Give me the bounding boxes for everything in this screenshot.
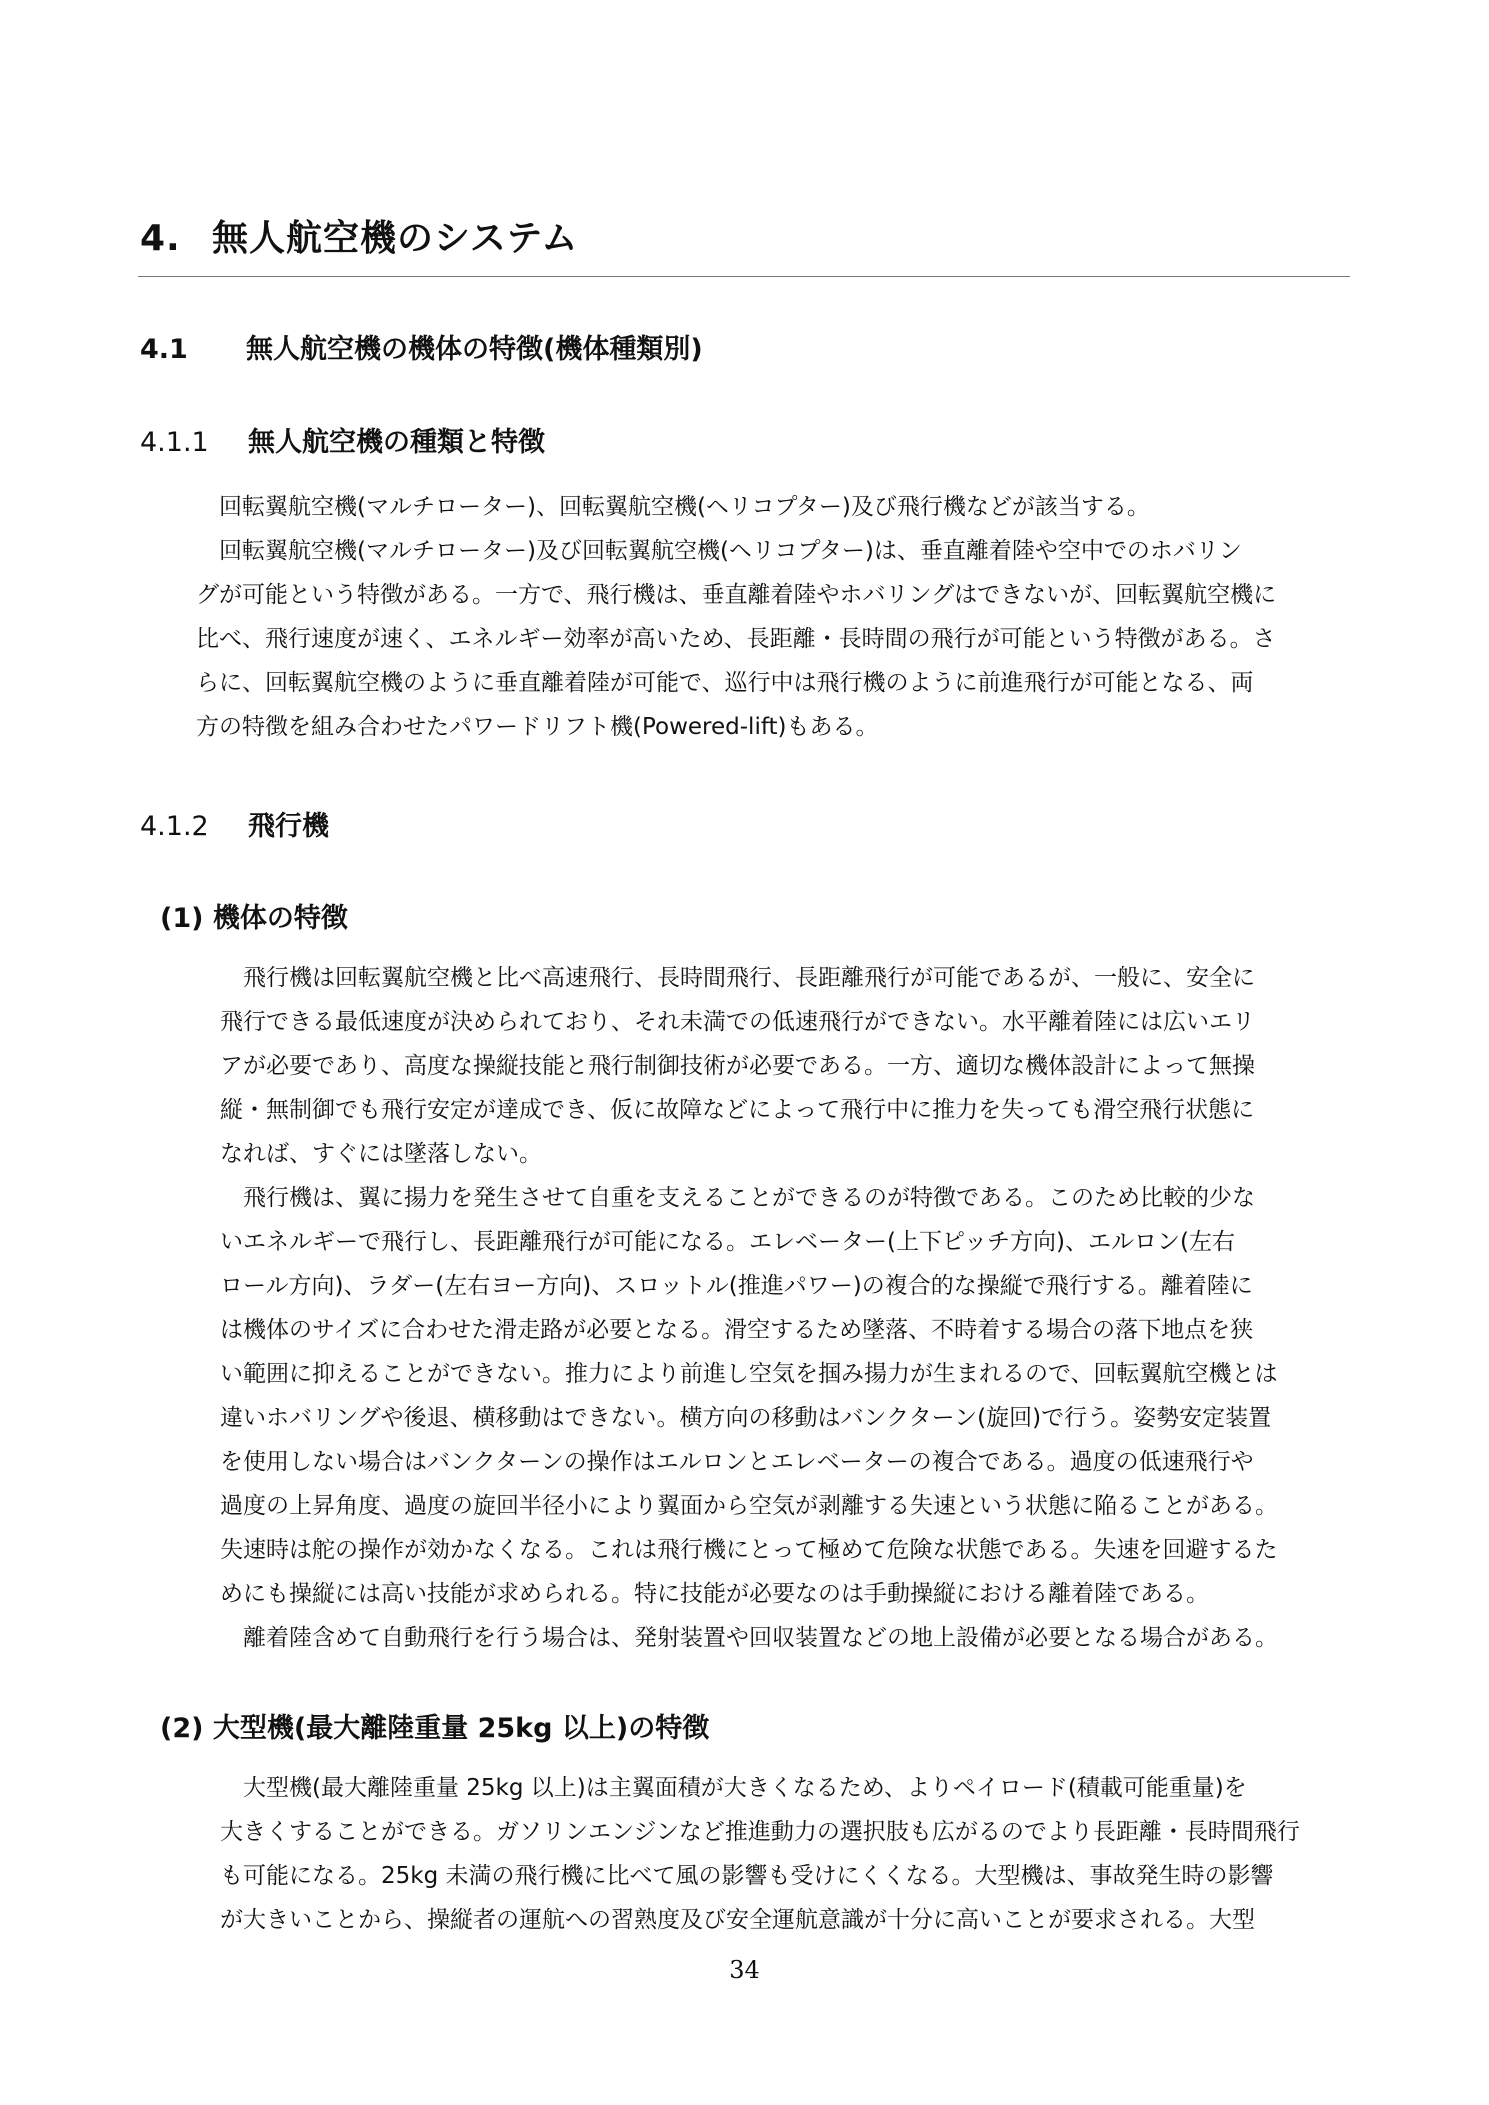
text-line: は機体のサイズに合わせた滑走路が必要となる。滑空するため墜落、不時着する場合の落下地点を狭 <box>220 1317 1254 1343</box>
text-line: が大きいことから、操縦者の運航への習熟度及び安全運航意識が十分に高いことが要求される。大型 <box>220 1907 1255 1933</box>
text-line: 大きくすることができる。ガソリンエンジンなど推進動力の選択肢も広がるのでより長距離・長時間飛行 <box>220 1819 1300 1845</box>
sub411-title: 無人航空機の種類と特徴 <box>248 427 545 458</box>
text-line: めにも操縦には高い技能が求められる。特に技能が必要なのは手動操縦における離着陸である。 <box>220 1581 1209 1607</box>
text-line: アが必要であり、高度な操縦技能と飛行制御技術が必要である。一方、適切な機体設計によって無操 <box>220 1053 1255 1079</box>
page-number: 34 <box>729 1956 760 1984</box>
heading-divider <box>138 276 1350 277</box>
text-line: 回転翼航空機(マルチローター)、回転翼航空機(ヘリコプター)及び飛行機などが該当する。 <box>196 494 1150 520</box>
text-line: なれば、すぐには墜落しない。 <box>220 1141 542 1167</box>
text-line: 比べ、飛行速度が速く、エネルギー効率が高いため、長距離・長時間の飛行が可能という特徴がある。さ <box>196 626 1276 652</box>
text-line: 大型機(最大離陸重量 25kg 以上)は主翼面積が大きくなるため、よりペイロード(積載可能重量)を <box>220 1775 1247 1801</box>
text-line: 過度の上昇角度、過度の旋回半径小により翼面から空気が剥離する失速という状態に陥ることがある。 <box>220 1493 1278 1519</box>
text-line: 回転翼航空機(マルチローター)及び回転翼航空機(ヘリコプター)は、垂直離着陸や空中でのホバリン <box>196 538 1242 564</box>
sub412-heading <box>140 804 329 843</box>
sub412-title: 飛行機 <box>248 811 329 842</box>
section-heading <box>140 210 1340 261</box>
text-line: 方の特徴を組み合わせたパワードリフト機(Powered-lift)もある。 <box>196 714 879 740</box>
text-line: 飛行機は回転翼航空機と比べ高速飛行、長時間飛行、長距離飛行が可能であるが、一般に、安全に <box>220 965 1255 991</box>
text-line: い範囲に抑えることができない。推力により前進し空気を掴み揚力が生まれるので、回転翼航空機とは <box>220 1361 1278 1387</box>
part2-heading: (2) 大型機(最大離陸重量 25kg 以上)の特徴 <box>160 1713 710 1744</box>
subsection-title: 無人航空機の機体の特徴(機体種類別) <box>246 334 703 365</box>
part2-paragraphs <box>220 1766 1360 1942</box>
section-title: 無人航空機のシステム <box>212 218 579 259</box>
sub412-number: 4.1.2 <box>140 811 209 842</box>
text-line: らに、回転翼航空機のように垂直離着陸が可能で、巡行中は飛行機のように前進飛行が可能となる、両 <box>196 670 1254 696</box>
subsection-heading <box>140 327 703 366</box>
text-line: 縦・無制御でも飛行安定が達成でき、仮に故障などによって飛行中に推力を失っても滑空飛行状態に <box>220 1097 1255 1123</box>
text-line: 違いホバリングや後退、横移動はできない。横方向の移動はバンクターン(旋回)で行う。姿勢安定装置 <box>220 1405 1272 1431</box>
sub411-number: 4.1.1 <box>140 427 209 458</box>
text-line: いエネルギーで飛行し、長距離飛行が可能になる。エレベーター(上下ピッチ方向)、エルロン(左右 <box>220 1229 1235 1255</box>
text-line: を使用しない場合はバンクターンの操作はエルロンとエレベーターの複合である。過度の低速飛行や <box>220 1449 1254 1475</box>
text-line: 飛行できる最低速度が決められており、それ未満での低速飛行ができない。水平離着陸には広いエリ <box>220 1009 1255 1035</box>
part1-paragraphs <box>220 956 1360 1660</box>
text-line: ロール方向)、ラダー(左右ヨー方向)、スロットル(推進パワー)の複合的な操縦で飛行する。離着陸に <box>220 1273 1253 1299</box>
part1-heading: (1) 機体の特徴 <box>160 903 348 934</box>
text-line: 失速時は舵の操作が効かなくなる。これは飛行機にとって極めて危険な状態である。失速を回避するた <box>220 1537 1278 1563</box>
sub411-heading <box>140 420 545 459</box>
text-line: グが可能という特徴がある。一方で、飛行機は、垂直離着陸やホバリングはできないが、回転翼航空機に <box>196 582 1277 608</box>
subsection-number: 4.1 <box>140 334 188 365</box>
text-line: も可能になる。25kg 未満の飛行機に比べて風の影響も受けにくくなる。大型機は、事故発生時の影響 <box>220 1863 1274 1889</box>
text-line: 飛行機は、翼に揚力を発生させて自重を支えることができるのが特徴である。このため比較的少な <box>220 1185 1255 1211</box>
sub411-paragraphs <box>196 485 1356 749</box>
section-number: 4. <box>140 218 181 259</box>
text-line: 離着陸含めて自動飛行を行う場合は、発射装置や回収装置などの地上設備が必要となる場合がある。 <box>220 1625 1278 1651</box>
